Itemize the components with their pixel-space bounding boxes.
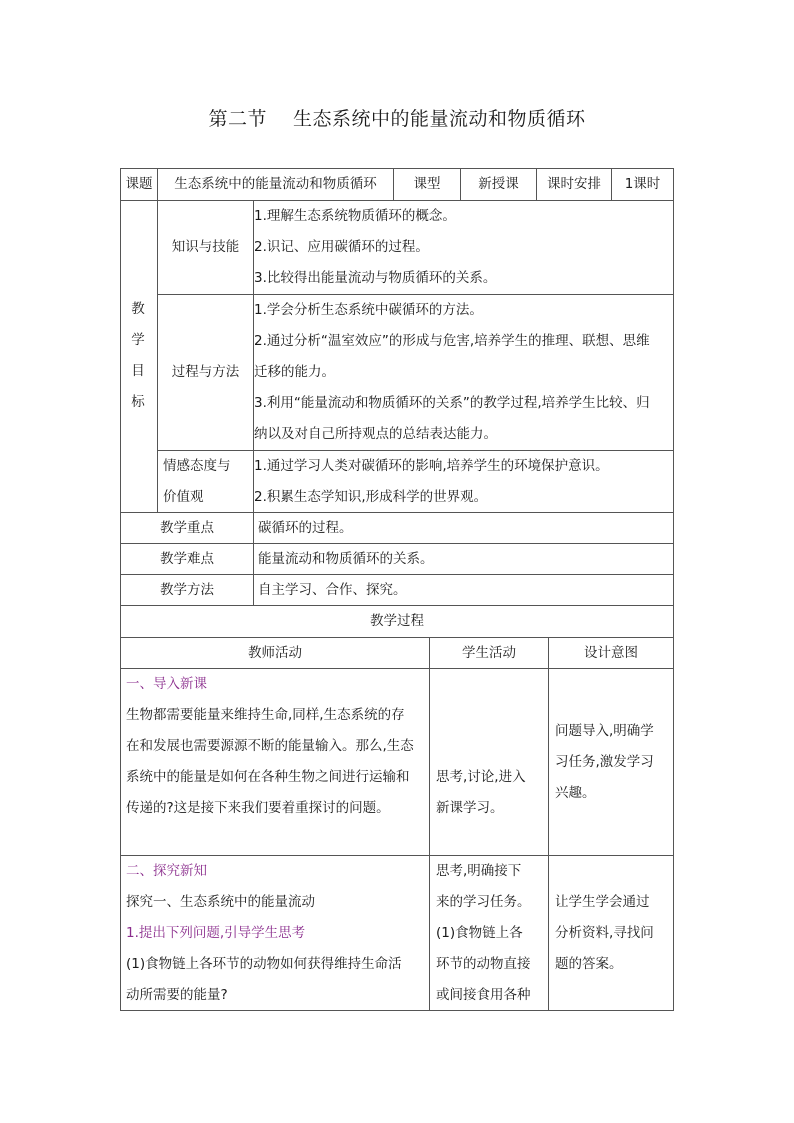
type-label: 课型 <box>413 176 441 192</box>
row2-teacher: 二、探究新知 探究一、生态系统中的能量流动 1.提出下列问题,引导学生思考 (1)食物链上各环节的动物如何获得维持生命活 动所需要的能量? <box>126 856 429 1011</box>
section-name: 生态系统中的能量流动和物质循环 <box>293 108 586 130</box>
knowledge-items <box>254 201 673 294</box>
row1-design: 问题导入,明确学 习任务,激发学习 兴趣。 <box>555 723 654 801</box>
row2-heading: 二、探究新知 <box>126 863 207 879</box>
difficulty-value: 能量流动和物质循环的关系。 <box>258 551 434 567</box>
col-design: 设计意图 <box>584 645 638 661</box>
objectives-label: 教 学 目 标 <box>131 301 145 410</box>
hours-label: 课时安排 <box>547 176 601 192</box>
list-item: 1.通过学习人类对碳循环的影响,培养学生的环境保护意识。 <box>254 458 609 474</box>
col-teacher: 教师活动 <box>248 645 302 661</box>
list-item: 迁移的能力。 <box>254 364 335 380</box>
knowledge-label: 知识与技能 <box>171 239 240 255</box>
focus-value: 碳循环的过程。 <box>258 520 353 536</box>
list-item: 纳以及对自己所持观点的总结表达能力。 <box>254 426 497 442</box>
list-item: 2.通过分析“温室效应”的形成与危害,培养学生的推理、联想、思维 <box>254 333 650 349</box>
method-value: 自主学习、合作、探究。 <box>258 582 407 598</box>
list-item: 2.识记、应用碳循环的过程。 <box>254 239 429 255</box>
type-value: 新授课 <box>478 176 519 192</box>
topic-value: 生态系统中的能量流动和物质循环 <box>174 176 377 192</box>
row2-student: 思考,明确接下 来的学习任务。 (1)食物链上各 环节的动物直接 或间接食用各种 <box>436 863 531 1003</box>
process-label: 过程与方法 <box>171 364 240 380</box>
process-heading: 教学过程 <box>370 613 424 629</box>
process-items <box>254 295 673 450</box>
list-item: 1.学会分析生态系统中碳循环的方法。 <box>254 302 483 318</box>
list-item: 3.比较得出能量流动与物质循环的关系。 <box>254 270 497 286</box>
list-item: 1.理解生态系统物质循环的概念。 <box>254 208 456 224</box>
row1-heading: 一、导入新课 <box>126 676 207 692</box>
difficulty-label: 教学难点 <box>160 551 214 567</box>
hours-value: 1课时 <box>624 176 661 192</box>
section-number: 第二节 <box>208 108 267 130</box>
col-student: 学生活动 <box>462 645 516 661</box>
method-label: 教学方法 <box>160 582 214 598</box>
row2-step: 1.提出下列问题,引导学生思考 <box>126 925 306 941</box>
attitude-label: 情感态度与 价值观 <box>163 458 231 505</box>
focus-label: 教学重点 <box>160 520 214 536</box>
list-item: 3.利用“能量流动和物质循环的关系”的教学过程,培养学生比较、归 <box>254 395 650 411</box>
row1-teacher: 一、导入新课 生物都需要能量来维持生命,同样,生态系统的存 在和发展也需要源源不断的能量输入。那么,生态 系统中的能量是如何在各种生物之间进行运输和 传递的?这是接下来我们要着重探讨的问题。 <box>126 669 429 824</box>
attitude-items <box>254 451 673 513</box>
topic-label: 课题 <box>125 176 153 192</box>
row2-design: 让学生学会通过 分析资料,寻找问 题的答案。 <box>555 894 654 972</box>
row1-student: 思考,讨论,进入 新课学习。 <box>436 769 526 816</box>
list-item: 2.积累生态学知识,形成科学的世界观。 <box>254 489 488 505</box>
